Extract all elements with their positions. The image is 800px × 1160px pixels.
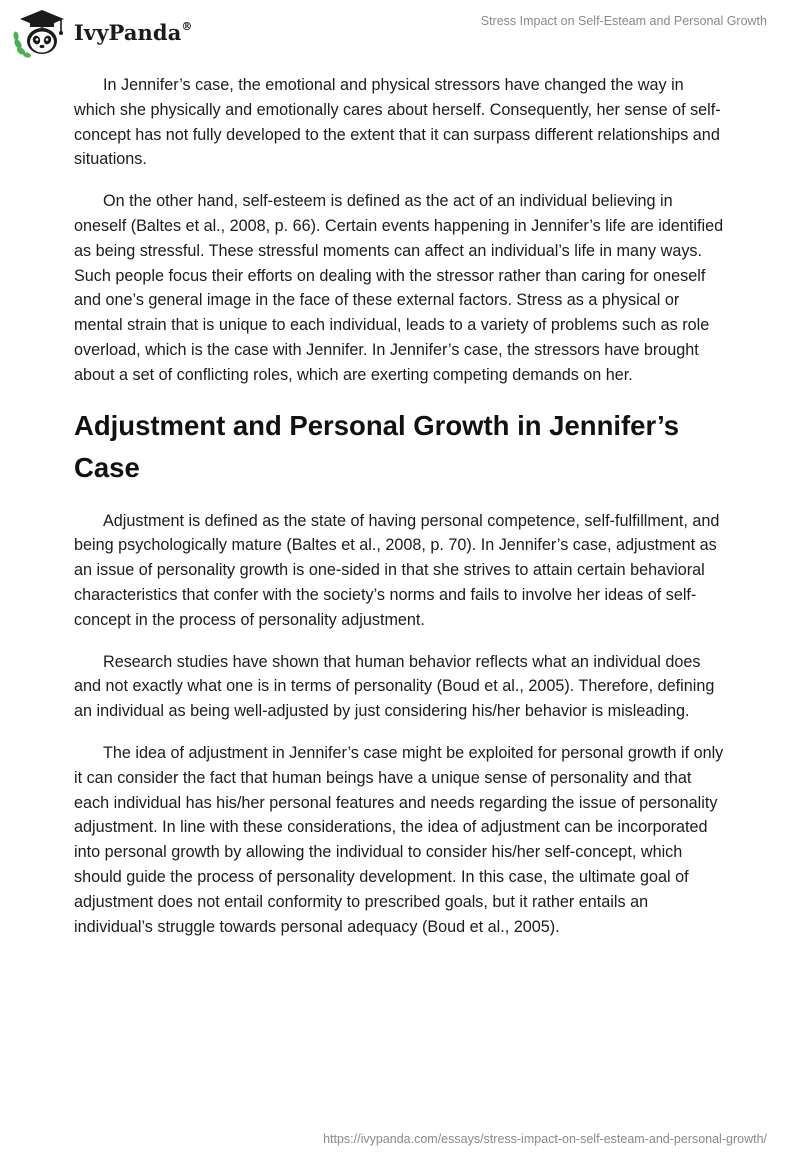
paragraph-research-studies: Research studies have shown that human behavior reflects what an individual does and not exactly what one is in terms of personality (Boud et al., 2005). Therefore, defining an individual as being well-adjusted by just considering his/her behavior is misleading. bbox=[74, 652, 715, 721]
running-title: Stress Impact on Self-Esteam and Personal Growth bbox=[480, 14, 767, 28]
ivypanda-logo[interactable] bbox=[12, 6, 193, 58]
registered-mark: ® bbox=[181, 19, 193, 33]
paragraph-stressors: In Jennifer’s case, the emotional and physical stressors have changed the way in which she physically and emotionally cares about herself. Consequently, her sense of self-concept has not fully developed to the extent that it can surpass different relationships and situations. bbox=[74, 76, 721, 169]
source-url[interactable]: https://ivypanda.com/essays/stress-impact-on-self-esteam-and-personal-growth/ bbox=[323, 1132, 767, 1146]
paragraph-personal-growth: The idea of adjustment in Jennifer’s case might be exploited for personal growth if only it can consider the fact that human beings have a unique sense of personality and that each individual has his/her personal features and needs regarding the issue of personality adjustment. In line with these considerations, the idea of adjustment can be incorporated into personal growth by allowing the individual to consider his/her self-concept, which should guide the process of personality development. In this case, the ultimate goal of adjustment does not entail conformity to prescribed goals, but it rather entails an individual’s struggle towards personal adequacy (Boud et al., 2005). bbox=[74, 743, 724, 936]
section-heading: Adjustment and Personal Growth in Jennifer’s Case bbox=[74, 409, 680, 483]
paragraph-adjustment-definition: Adjustment is defined as the state of having personal competence, self-fulfillment, and being psychologically mature (Baltes et al., 2008, p. 70). In Jennifer’s case, adjustment as an issue of personality growth is one-sided in that she strives to attain certain behavioral characteristics that confer with the society’s norms and fails to involve her ideas of self-concept in the process of personality adjustment. bbox=[74, 511, 720, 629]
panda-graduate-icon bbox=[12, 6, 70, 58]
logo-wordmark bbox=[74, 20, 193, 45]
logo-name: IvyPanda bbox=[74, 19, 182, 45]
essay-body bbox=[74, 73, 724, 956]
page-header bbox=[0, 0, 800, 66]
paragraph-self-esteem: On the other hand, self-esteem is defined as the act of an individual believing in oneself (Baltes et al., 2008, p. 66). Certain events happening in Jennifer’s life are identified as being stressful. These stressful moments can affect an individual’s life in many ways. Such people focus their efforts on dealing with the stressor rather than caring for oneself and one’s general image in the face of these external factors. Stress as a physical or mental strain that is unique to each individual, leads to a variety of problems such as role overload, which is the case with Jennifer. In Jennifer’s case, the stressors have brought about a set of conflicting roles, which are exerting competing demands on her. bbox=[74, 192, 724, 384]
